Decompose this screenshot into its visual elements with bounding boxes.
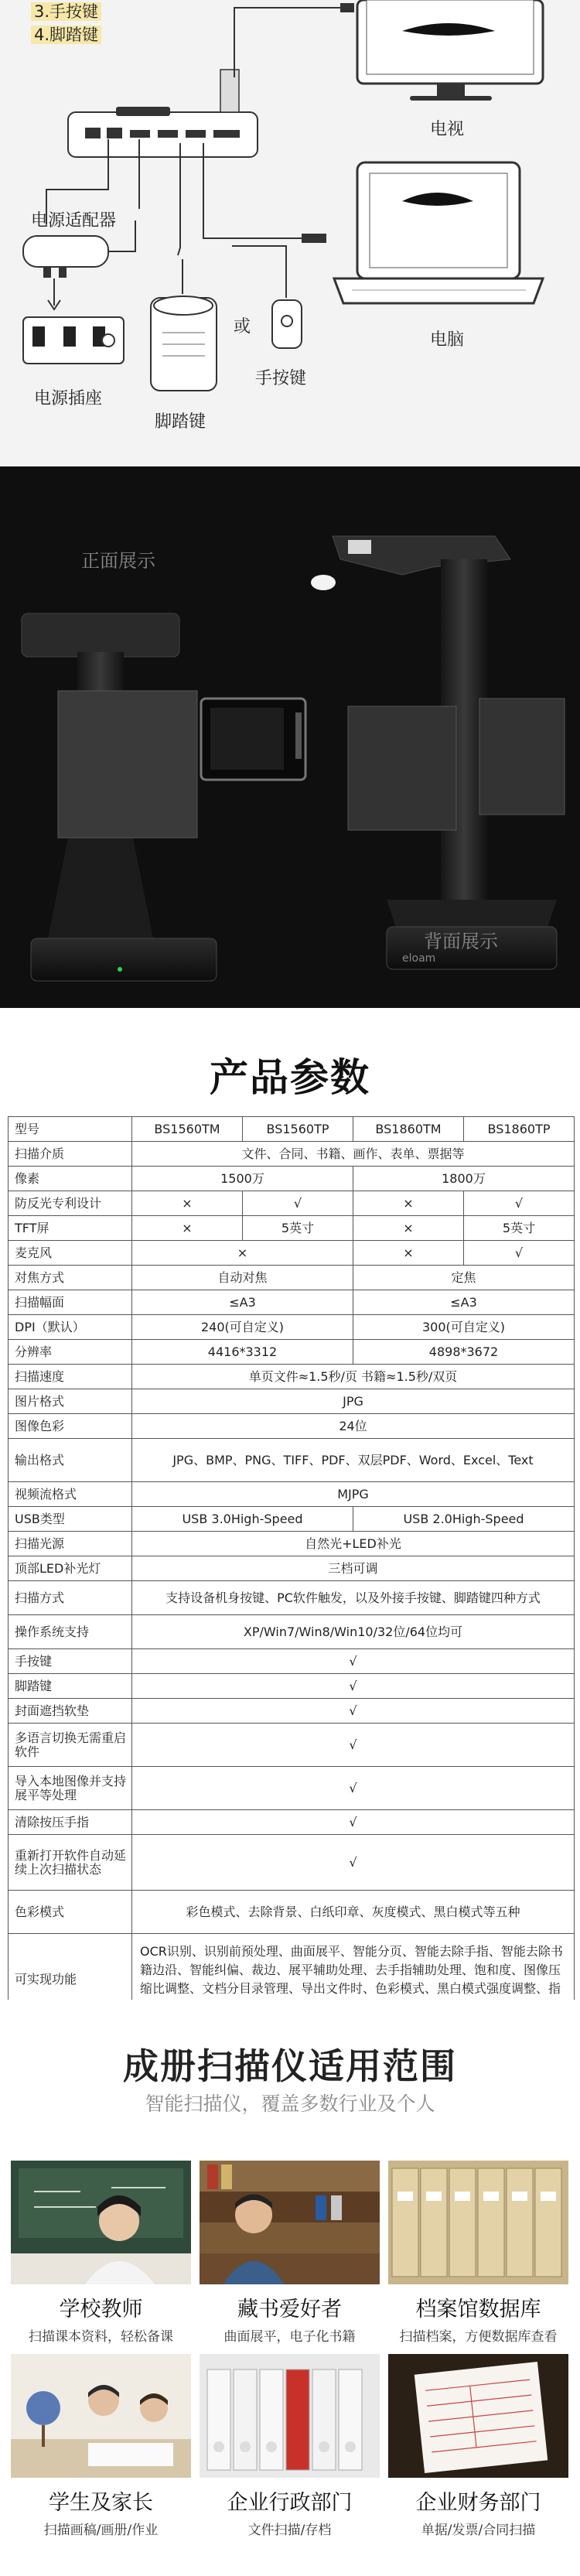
or-label: 或 xyxy=(234,317,251,337)
student-photo xyxy=(11,2354,191,2478)
cell: MJPG xyxy=(132,1482,575,1507)
cell: √ xyxy=(464,1241,575,1266)
table-row xyxy=(9,1340,575,1365)
footswitch-label: 脚踏键 xyxy=(155,412,206,432)
cell: 5英寸 xyxy=(243,1216,353,1241)
scope-card-name: 企业行政部门 xyxy=(227,2491,353,2515)
cell: √ xyxy=(132,1810,575,1835)
tv-label: 电视 xyxy=(430,120,465,139)
row-label: 对焦方式 xyxy=(9,1266,132,1290)
table-row xyxy=(9,1167,575,1191)
row-label: TFT屏 xyxy=(9,1216,132,1241)
scope-subtitle: 智能扫描仪，覆盖多数行业及个人 xyxy=(145,2093,435,2115)
cell: √ xyxy=(243,1191,353,1216)
table-row xyxy=(9,1117,575,1142)
scope-card-name: 学校教师 xyxy=(59,2298,143,2321)
cell: × xyxy=(132,1191,243,1216)
row-label: 导入本地图像并支持展平等处理 xyxy=(9,1767,132,1810)
power-socket-icon xyxy=(23,317,124,364)
scope-card-student xyxy=(11,2354,191,2538)
application-scope xyxy=(0,2000,580,2576)
cell: 定焦 xyxy=(353,1266,575,1290)
archive-photo xyxy=(388,2161,568,2284)
cell: 4898*3672 xyxy=(353,1340,575,1365)
table-row xyxy=(9,1266,575,1290)
row-label: 可实现功能 xyxy=(9,1934,132,2025)
row-label: 操作系统支持 xyxy=(9,1615,132,1649)
cell: 单页文件≈1.5秒/页 书籍≈1.5秒/双页 xyxy=(132,1365,575,1389)
front-view-label: 正面展示 xyxy=(81,550,155,572)
cell: JPG xyxy=(132,1389,575,1414)
table-row xyxy=(9,1767,575,1810)
table-row xyxy=(9,1615,575,1649)
cell: USB 3.0High-Speed xyxy=(132,1507,353,1532)
cell: 彩色模式、去除背景、白纸印章、灰度模式、黑白模式等五种 xyxy=(132,1891,575,1934)
table-row xyxy=(9,1810,575,1835)
cell: √ xyxy=(132,1674,575,1699)
cell: 自然光+LED补光 xyxy=(132,1532,575,1556)
cell: 24位 xyxy=(132,1414,575,1439)
scope-card-name: 学生及家长 xyxy=(49,2491,153,2515)
cell: √ xyxy=(132,1699,575,1724)
cell: BS1860TP xyxy=(464,1117,575,1142)
row-label: 像素 xyxy=(9,1167,132,1191)
row-label: USB类型 xyxy=(9,1507,132,1532)
row-label: 图片格式 xyxy=(9,1389,132,1414)
table-row xyxy=(9,1699,575,1724)
cell: OCR识别、识别前预处理、曲面展平、智能分页、智能去除手指、智能去除书籍边沿、智能纠偏、裁边、展平辅助处理、去手指辅助处理、饱和度、图像压缩比调整、文档分目录管理、导出文件时、色彩模式、黑白模式强度调整、指 xyxy=(132,1934,575,2025)
cell: 1800万 xyxy=(353,1167,575,1191)
cell: √ xyxy=(132,1767,575,1810)
row-label: 图像色彩 xyxy=(9,1414,132,1439)
scope-card-admin xyxy=(200,2354,380,2538)
scope-card-name: 藏书爱好者 xyxy=(237,2298,342,2321)
key-list-item-hand: 3.手按键 xyxy=(31,2,101,21)
cell: ≤A3 xyxy=(132,1290,353,1315)
table-row xyxy=(9,1507,575,1532)
scope-title: 成册扫描仪适用范围 xyxy=(123,2045,457,2087)
cell: BS1860TM xyxy=(353,1117,464,1142)
cell: √ xyxy=(132,1649,575,1674)
connection-diagram xyxy=(0,0,580,466)
booklover-photo xyxy=(200,2161,380,2284)
table-row xyxy=(9,1482,575,1507)
cell: BS1560TP xyxy=(243,1117,353,1142)
row-label: 扫描光源 xyxy=(9,1532,132,1556)
table-row xyxy=(9,1891,575,1934)
cell: 1500万 xyxy=(132,1167,353,1191)
row-label: 重新打开软件自动延续上次扫描状态 xyxy=(9,1835,132,1891)
cell: ≤A3 xyxy=(353,1290,575,1315)
table-row xyxy=(9,1649,575,1674)
row-label: 视频流格式 xyxy=(9,1482,132,1507)
socket-label: 电源插座 xyxy=(34,389,103,408)
cell: × xyxy=(132,1216,243,1241)
table-row xyxy=(9,1389,575,1414)
params-table xyxy=(8,1116,575,2025)
cell: 4416*3312 xyxy=(132,1340,353,1365)
row-label: 型号 xyxy=(9,1117,132,1142)
row-label: 清除按压手指 xyxy=(9,1810,132,1835)
table-row xyxy=(9,1216,575,1241)
table-row xyxy=(9,1835,575,1891)
row-label: 脚踏键 xyxy=(9,1674,132,1699)
cell: XP/Win7/Win8/Win10/32位/64位均可 xyxy=(132,1615,575,1649)
finance-photo xyxy=(388,2354,568,2478)
cell: × xyxy=(132,1241,353,1266)
params-title: 产品参数 xyxy=(210,1055,370,1100)
row-label: 扫描幅面 xyxy=(9,1290,132,1315)
scope-card-finance xyxy=(388,2354,568,2538)
cell: 自动对焦 xyxy=(132,1266,353,1290)
table-row xyxy=(9,1724,575,1767)
admin-photo xyxy=(200,2354,380,2478)
scope-card-teacher xyxy=(11,2161,191,2345)
scope-card-name: 档案馆数据库 xyxy=(415,2298,541,2321)
row-label: 手按键 xyxy=(9,1649,132,1674)
cell: √ xyxy=(132,1724,575,1767)
table-row xyxy=(9,1581,575,1615)
pc-icon xyxy=(334,162,543,303)
table-row xyxy=(9,1241,575,1266)
back-view-label: 背面展示 xyxy=(424,931,498,952)
back-scanner-image xyxy=(311,536,565,969)
cell: × xyxy=(353,1216,464,1241)
scanner-base-icon xyxy=(68,107,258,157)
cell: 文件、合同、书籍、画作、表单、票据等 xyxy=(132,1142,575,1167)
cell: 240(可自定义) xyxy=(132,1315,353,1340)
cell: × xyxy=(353,1191,464,1216)
row-label: 顶部LED补光灯 xyxy=(9,1556,132,1581)
scope-card-booklover xyxy=(200,2161,380,2345)
scope-card-name: 企业财务部门 xyxy=(415,2491,541,2515)
cell: √ xyxy=(132,1835,575,1891)
row-label: 输出格式 xyxy=(9,1439,132,1482)
scope-card-desc: 扫描课本资料，轻松备课 xyxy=(29,2329,173,2345)
row-label: 麦克风 xyxy=(9,1241,132,1266)
cell: BS1560TM xyxy=(132,1117,243,1142)
foot-switch-icon xyxy=(151,259,217,391)
row-label: 扫描方式 xyxy=(9,1581,132,1615)
row-label: 分辨率 xyxy=(9,1340,132,1365)
cell: 300(可自定义) xyxy=(353,1315,575,1340)
table-row xyxy=(9,1556,575,1581)
teacher-photo xyxy=(11,2161,191,2284)
table-row xyxy=(9,1365,575,1389)
cell: USB 2.0High-Speed xyxy=(353,1507,575,1532)
cell: 5英寸 xyxy=(464,1216,575,1241)
cell: 三档可调 xyxy=(132,1556,575,1581)
row-label: 多语言切换无需重启软件 xyxy=(9,1724,132,1767)
table-row xyxy=(9,1315,575,1340)
row-label: 封面遮挡软垫 xyxy=(9,1699,132,1724)
table-row xyxy=(9,1191,575,1216)
table-row xyxy=(9,1414,575,1439)
handkey-label: 手按键 xyxy=(255,369,307,388)
row-label: 防反光专利设计 xyxy=(9,1191,132,1216)
cell: 支持设备机身按键、PC软件触发，以及外接手按键、脚踏键四种方式 xyxy=(132,1581,575,1615)
row-label: 扫描介质 xyxy=(9,1142,132,1167)
product-params xyxy=(0,1008,580,2000)
key-list-item-foot: 4.脚踏键 xyxy=(31,26,101,44)
scope-card-desc: 扫描画稿/画册/作业 xyxy=(43,2523,159,2538)
front-scanner-image xyxy=(22,613,305,981)
cell: √ xyxy=(464,1191,575,1216)
pc-label: 电脑 xyxy=(430,330,465,350)
svg-text:eloam: eloam xyxy=(402,952,436,965)
cell: JPG、BMP、PNG、TIFF、PDF、双层PDF、Word、Excel、Text xyxy=(132,1439,575,1482)
table-row xyxy=(9,1532,575,1556)
row-label: 扫描速度 xyxy=(9,1365,132,1389)
table-row xyxy=(9,1674,575,1699)
scope-card-desc: 单据/发票/合同扫描 xyxy=(421,2523,536,2538)
scope-card-desc: 曲面展平，电子化书籍 xyxy=(223,2329,356,2345)
cell: × xyxy=(353,1241,464,1266)
tv-icon xyxy=(357,0,543,101)
scope-card-desc: 文件扫描/存档 xyxy=(247,2523,332,2538)
row-label: 色彩模式 xyxy=(9,1891,132,1934)
table-row xyxy=(9,1290,575,1315)
scope-card-desc: 扫描档案，方便数据库查看 xyxy=(399,2329,558,2345)
table-row xyxy=(9,1142,575,1167)
row-label: DPI（默认） xyxy=(9,1315,132,1340)
product-photos xyxy=(0,466,580,1008)
scope-card-archive xyxy=(388,2161,568,2345)
table-row xyxy=(9,1439,575,1482)
adapter-label: 电源适配器 xyxy=(31,211,117,231)
